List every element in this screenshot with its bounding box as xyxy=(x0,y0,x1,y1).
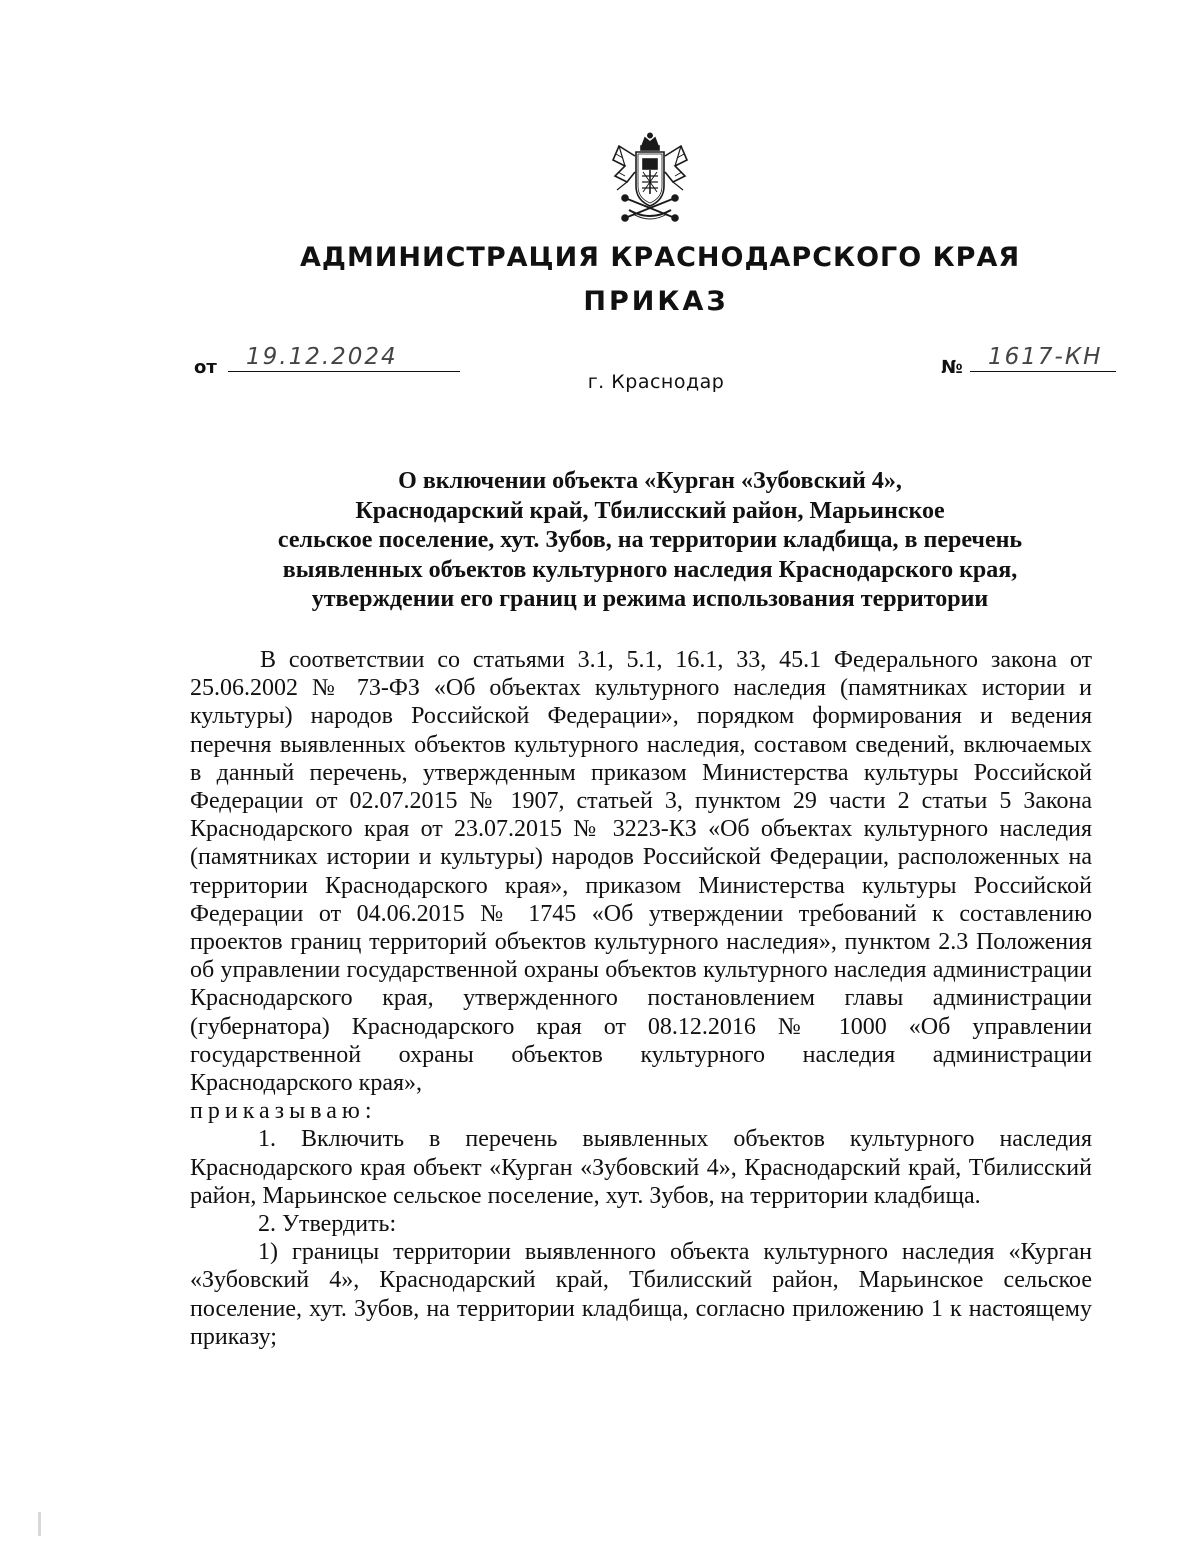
handwritten-date: 19.12.2024 xyxy=(246,344,398,370)
title-line: выявленных объектов культурного наследия Краснодарского края, xyxy=(282,556,1018,583)
number-label: № xyxy=(941,357,963,378)
title-line: О включении объекта «Курган «Зубовский 4», xyxy=(398,468,902,494)
document-title xyxy=(160,467,1140,615)
scan-edge-mark xyxy=(38,1512,41,1536)
document-body xyxy=(190,646,1092,1351)
document-type: ПРИКАЗ xyxy=(583,286,729,317)
item-2-paragraph: 2. Утвердить: xyxy=(258,1211,397,1238)
title-line: сельское поселение, хут. Зубов, на территории кладбища, в перечень xyxy=(277,527,1023,554)
organization-name: АДМИНИСТРАЦИЯ КРАСНОДАРСКОГО КРАЯ xyxy=(300,242,1021,273)
coat-of-arms-icon xyxy=(605,132,695,224)
city: г. Краснодар xyxy=(587,371,725,393)
item-2-1-paragraph: 1) границы территории выявленного объекта культурного наследия «Курган «Зубовский 4», Краснодарский край, Тбилисский район, Марьинское сельское поселение, хут. Зубов, на территории кладбища, согласно приложению 1 к настоящему приказу; xyxy=(190,1239,1092,1350)
item-1-paragraph: 1. Включить в перечень выявленных объектов культурного наследия Краснодарского края объект «Курган «Зубовский 4», Краснодарский край, Тбилисский район, Марьинское сельское поселение, хут. Зубов, на территории кладбища. xyxy=(190,1126,1092,1209)
preamble-paragraph: В соответствии со статьями 3.1, 5.1, 16.1, 33, 45.1 Федерального закона от 25.06.2002 № 73-ФЗ «Об объектах культурного наследия (памятниках истории и культуры) народов Российской Федерации», порядком формирования и ведения перечня выявленных объектов культурного наследия, составом сведений, включаемых в данный перечень, утвержденным приказом Министерства культуры Российской Федерации от 02.07.2015 № 1907, статьей 3, пунктом 29 части 2 статьи 5 Закона Краснодарского края от 23.07.2015 № 3223-КЗ «Об объектах культурного наследия (памятниках истории и культуры) народов Российской Федерации, расположенных на территории Краснодарского края», приказом Министерства культуры Российской Федерации от 04.06.2015 № 1745 «Об утверждении требований к составлению проектов границ территорий объектов культурного наследия», пунктом 2.3 Положения об управлении государственной охраны объектов культурного наследия администрации Краснодарского края, утвержденного постановлением главы администрации (губернатора) Краснодарского края от 08.12.2016 № 1000 «Об управлении государственной охраны объектов культурного наследия администрации Краснодарского края», xyxy=(190,647,1092,1097)
title-line: утверждении его границ и режима использования территории xyxy=(311,586,989,613)
date-label: от xyxy=(194,357,217,378)
title-line: Краснодарский край, Тбилисский район, Марьинское xyxy=(355,497,945,524)
order-word: приказываю: xyxy=(190,1098,377,1125)
handwritten-number: 1617-КН xyxy=(988,344,1103,370)
